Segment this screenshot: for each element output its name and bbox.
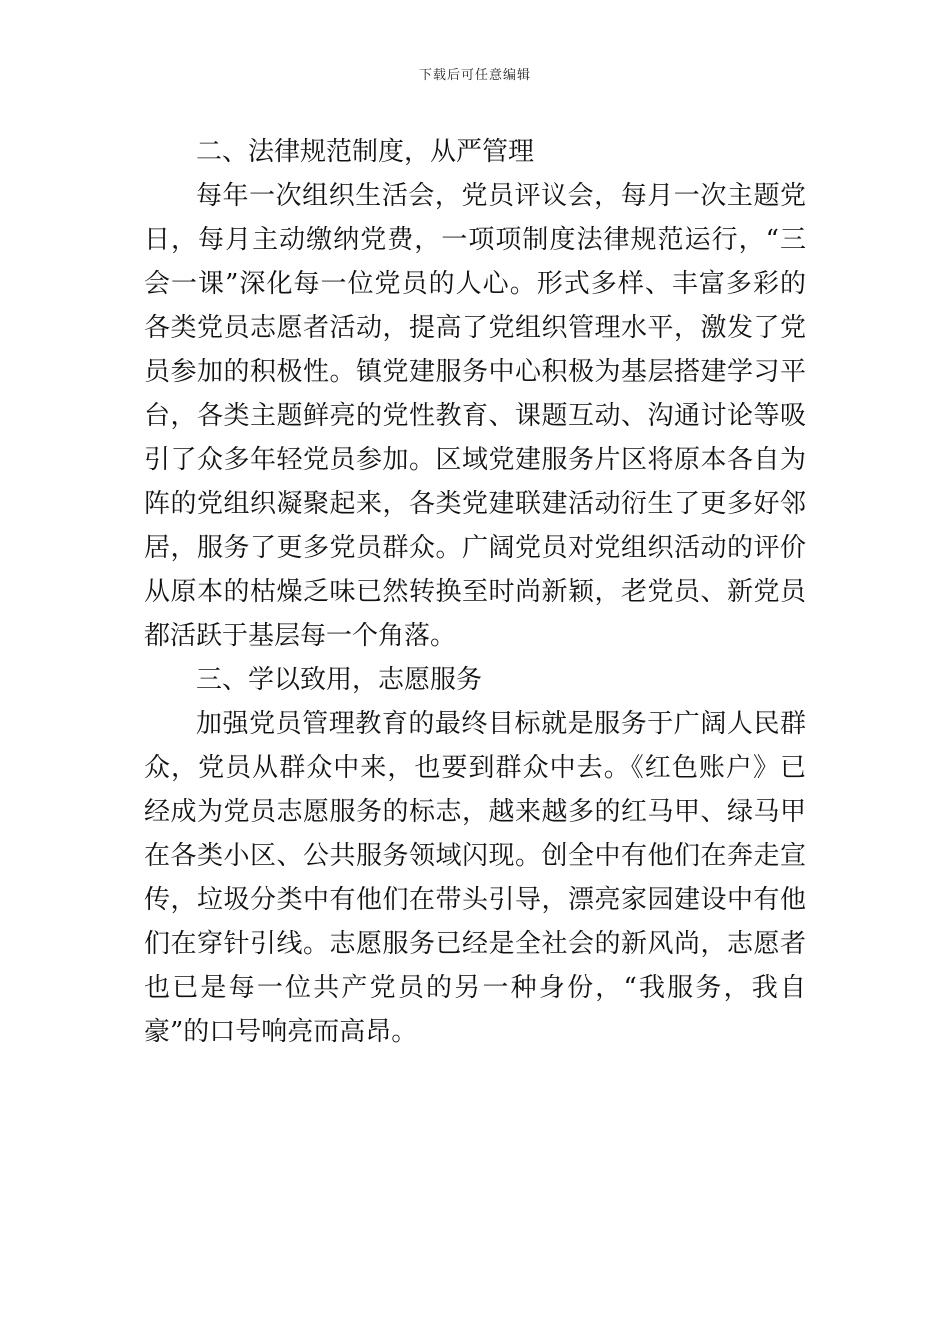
paragraph-line: 加强党员管理教育的最终目标就是服务于广阔人民群 <box>196 709 806 739</box>
paragraph-line: 阵的党组织凝聚起来，各类党建联建活动衍生了更多好邻 <box>144 489 806 519</box>
paragraph-line: 经成为党员志愿服务的标志，越来越多的红马甲、绿马甲 <box>144 797 806 827</box>
paragraph-line: 各类党员志愿者活动，提高了党组织管理水平，激发了党 <box>144 313 806 343</box>
paragraph-line: 也已是每一位共产党员的另一种身份，“我服务，我自 <box>144 973 806 1003</box>
paragraph-line: 在各类小区、公共服务领域闪现。创全中有他们在奔走宣 <box>144 841 806 871</box>
paragraph-line: 会一课”深化每一位党员的人心。形式多样、丰富多彩的 <box>144 269 806 299</box>
paragraph-line: 引了众多年轻党员参加。区域党建服务片区将原本各自为 <box>144 445 806 475</box>
paragraph-line: 从原本的枯燥乏味已然转换至时尚新颖，老党员、新党员 <box>144 577 806 607</box>
paragraph-line: 员参加的积极性。镇党建服务中心积极为基层搭建学习平 <box>144 357 806 387</box>
paragraph-line: 豪”的口号响亮而高昂。 <box>144 1017 418 1047</box>
paragraph-line: 们在穿针引线。志愿服务已经是全社会的新风尚，志愿者 <box>144 929 806 959</box>
section-heading: 三、学以致用，志愿服务 <box>196 665 483 695</box>
paragraph <box>144 174 806 658</box>
section-heading: 二、法律规范制度，从严管理 <box>196 137 535 167</box>
paragraph-line: 日，每月主动缴纳党费，一项项制度法律规范运行，“三 <box>144 225 806 255</box>
page-header-note: 下载后可任意编辑 <box>418 68 531 83</box>
paragraph-line: 居，服务了更多党员群众。广阔党员对党组织活动的评价 <box>144 533 806 563</box>
document-body <box>144 130 806 1054</box>
paragraph-line: 每年一次组织生活会，党员评议会，每月一次主题党 <box>196 181 806 211</box>
paragraph <box>144 702 806 1054</box>
paragraph-line: 都活跃于基层每一个角落。 <box>144 621 457 651</box>
paragraph-line: 众，党员从群众中来，也要到群众中去。《红色账户》已 <box>144 753 806 783</box>
paragraph-line: 传，垃圾分类中有他们在带头引导，漂亮家园建设中有他 <box>144 885 806 915</box>
paragraph-line: 台，各类主题鲜亮的党性教育、课题互动、沟通讨论等吸 <box>144 401 806 431</box>
